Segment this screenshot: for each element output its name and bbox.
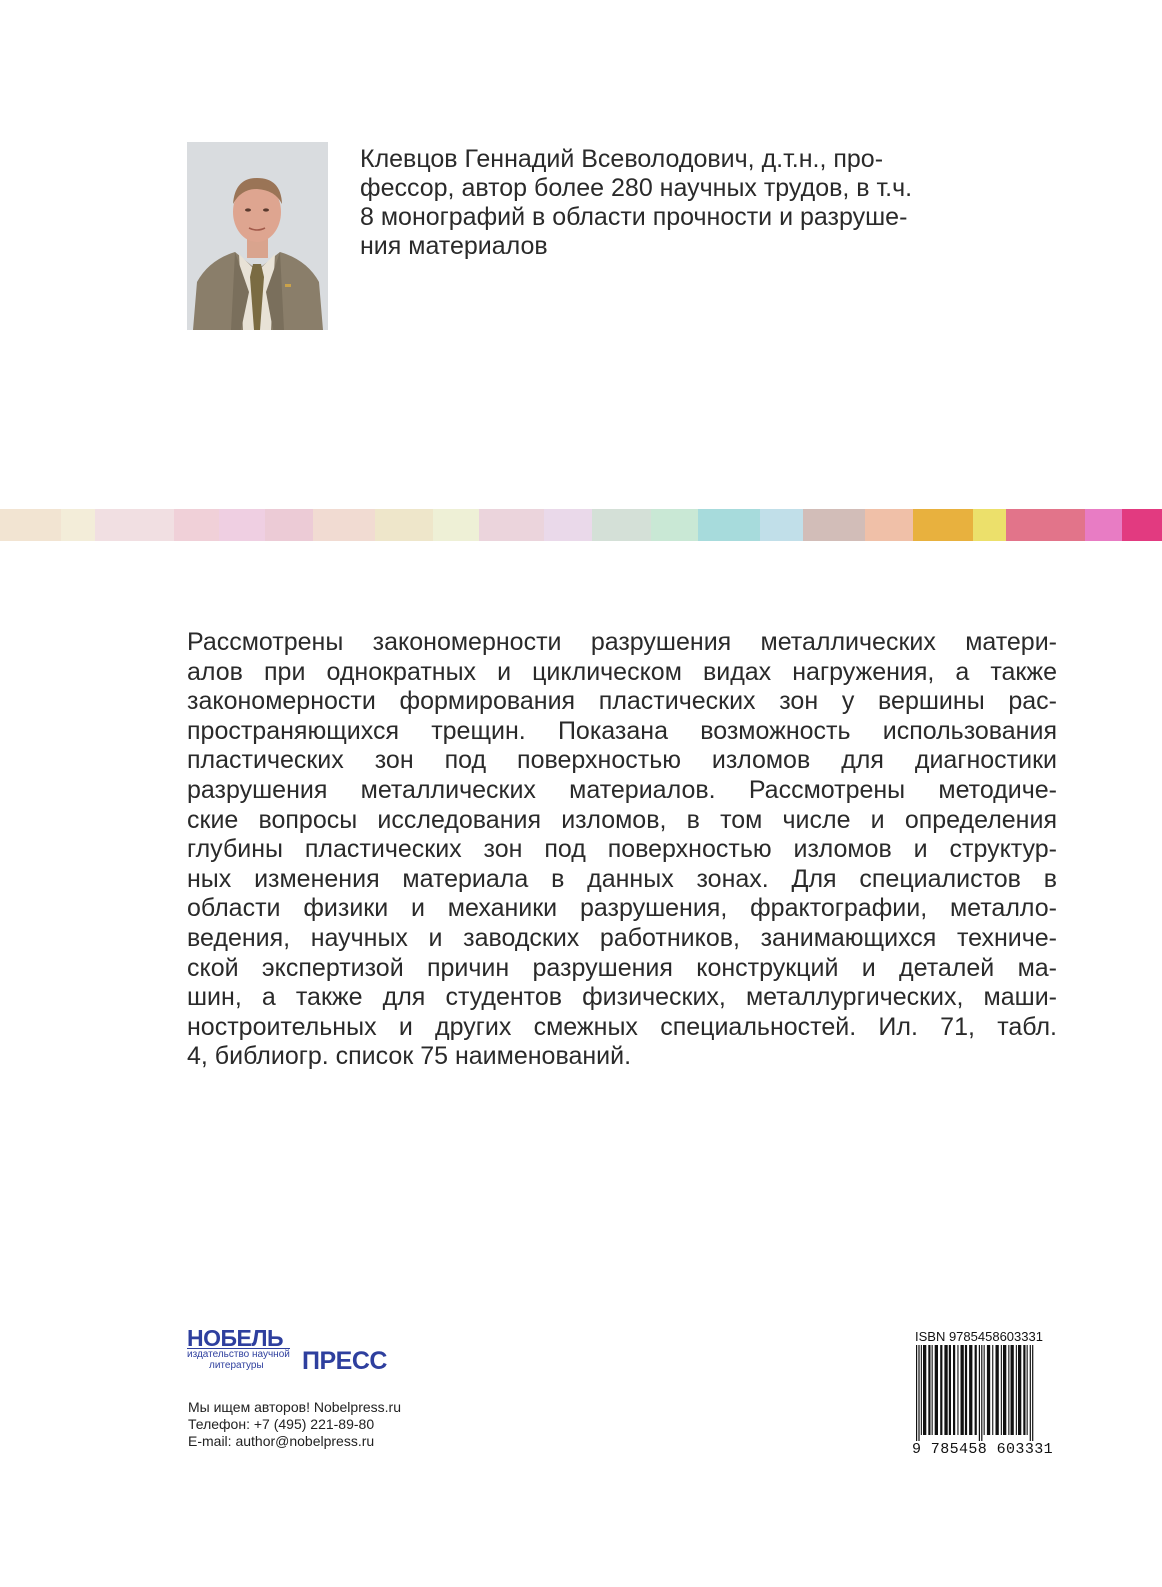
stripe-swatch <box>433 509 479 541</box>
stripe-swatch <box>760 509 803 541</box>
annotation-line: глубины пластических зон под поверхностью изломов и структур- <box>187 835 1057 864</box>
stripe-swatch <box>174 509 219 541</box>
logo-subtitle: издательство научной <box>187 1349 290 1360</box>
book-annotation <box>187 628 1057 1072</box>
barcode-icon <box>912 1345 1064 1445</box>
author-photo <box>187 142 328 330</box>
logo-top-text: НОБЕЛЬ <box>187 1325 284 1351</box>
contact-line: Мы ищем авторов! Nobelpress.ru <box>188 1399 401 1415</box>
annotation-line: пластических зон под поверхностью изломов для диагностики <box>187 746 1057 775</box>
author-portrait-icon <box>187 142 328 330</box>
annotation-line: алов при однократных и циклическом видах нагружения, а также <box>187 657 1057 686</box>
contact-line: E-mail: author@nobelpress.ru <box>188 1433 375 1449</box>
stripe-swatch <box>865 509 913 541</box>
annotation-line: ские вопросы исследования изломов, в том числе и определения <box>187 805 1057 834</box>
stripe-swatch <box>1085 509 1122 541</box>
publisher-contacts <box>188 1399 401 1450</box>
annotation-line: шин, а также для студентов физических, металлургических, маши- <box>187 983 1057 1012</box>
bio-line: ния материалов <box>360 232 548 260</box>
annotation-line: ных изменения материала в данных зонах. Для специалистов в <box>187 864 1057 893</box>
stripe-swatch <box>803 509 865 541</box>
color-stripe <box>0 509 1162 541</box>
annotation-line: ведения, научных и заводских работников, занимающихся техниче- <box>187 923 1057 952</box>
annotation-line: Рассмотрены закономерности разрушения металлических матери- <box>187 628 1057 656</box>
stripe-swatch <box>375 509 433 541</box>
publisher-logo <box>187 1325 417 1375</box>
stripe-swatch <box>219 509 265 541</box>
annotation-line: разрушения металлических материалов. Рассмотрены методиче- <box>187 775 1057 804</box>
stripe-swatch <box>265 509 312 541</box>
annotation-line: закономерности формирования пластических зон у вершины рас- <box>187 687 1057 716</box>
stripe-swatch <box>0 509 61 541</box>
annotation-line: ской экспертизой причин разрушения конструкций и деталей ма- <box>187 953 1057 982</box>
stripe-swatch <box>95 509 174 541</box>
annotation-line: пространяющихся трещин. Показана возможность использования <box>187 716 1057 745</box>
isbn-label: ISBN 9785458603331 <box>915 1329 1043 1344</box>
annotation-line: ностроительных и других смежных специальностей. Ил. 71, табл. <box>187 1012 1057 1041</box>
bio-line: 8 монографий в области прочности и разруше- <box>360 203 908 231</box>
stripe-swatch <box>61 509 95 541</box>
stripe-swatch <box>544 509 591 541</box>
stripe-swatch <box>913 509 972 541</box>
logo-bottom-text: ПРЕСС <box>302 1347 387 1375</box>
stripe-swatch <box>592 509 651 541</box>
stripe-swatch <box>973 509 1007 541</box>
bio-line: Клевцов Геннадий Всеволодович, д.т.н., про- <box>360 145 884 173</box>
bio-line: фессор, автор более 280 научных трудов, в т.ч. <box>360 174 913 202</box>
stripe-swatch <box>1006 509 1085 541</box>
annotation-line: 4, библиогр. список 75 наименований. <box>187 1042 632 1071</box>
contact-line: Телефон: +7 (495) 221-89-80 <box>188 1416 375 1432</box>
stripe-swatch <box>698 509 759 541</box>
stripe-swatch <box>651 509 698 541</box>
barcode-digits: 9 785458 603331 <box>912 1441 1064 1458</box>
logo-subtitle: литературы <box>209 1360 264 1371</box>
annotation-line: области физики и механики разрушения, фрактографии, металло- <box>187 894 1057 923</box>
author-bio <box>360 145 1000 261</box>
stripe-swatch <box>1122 509 1162 541</box>
stripe-swatch <box>479 509 544 541</box>
stripe-swatch <box>313 509 375 541</box>
